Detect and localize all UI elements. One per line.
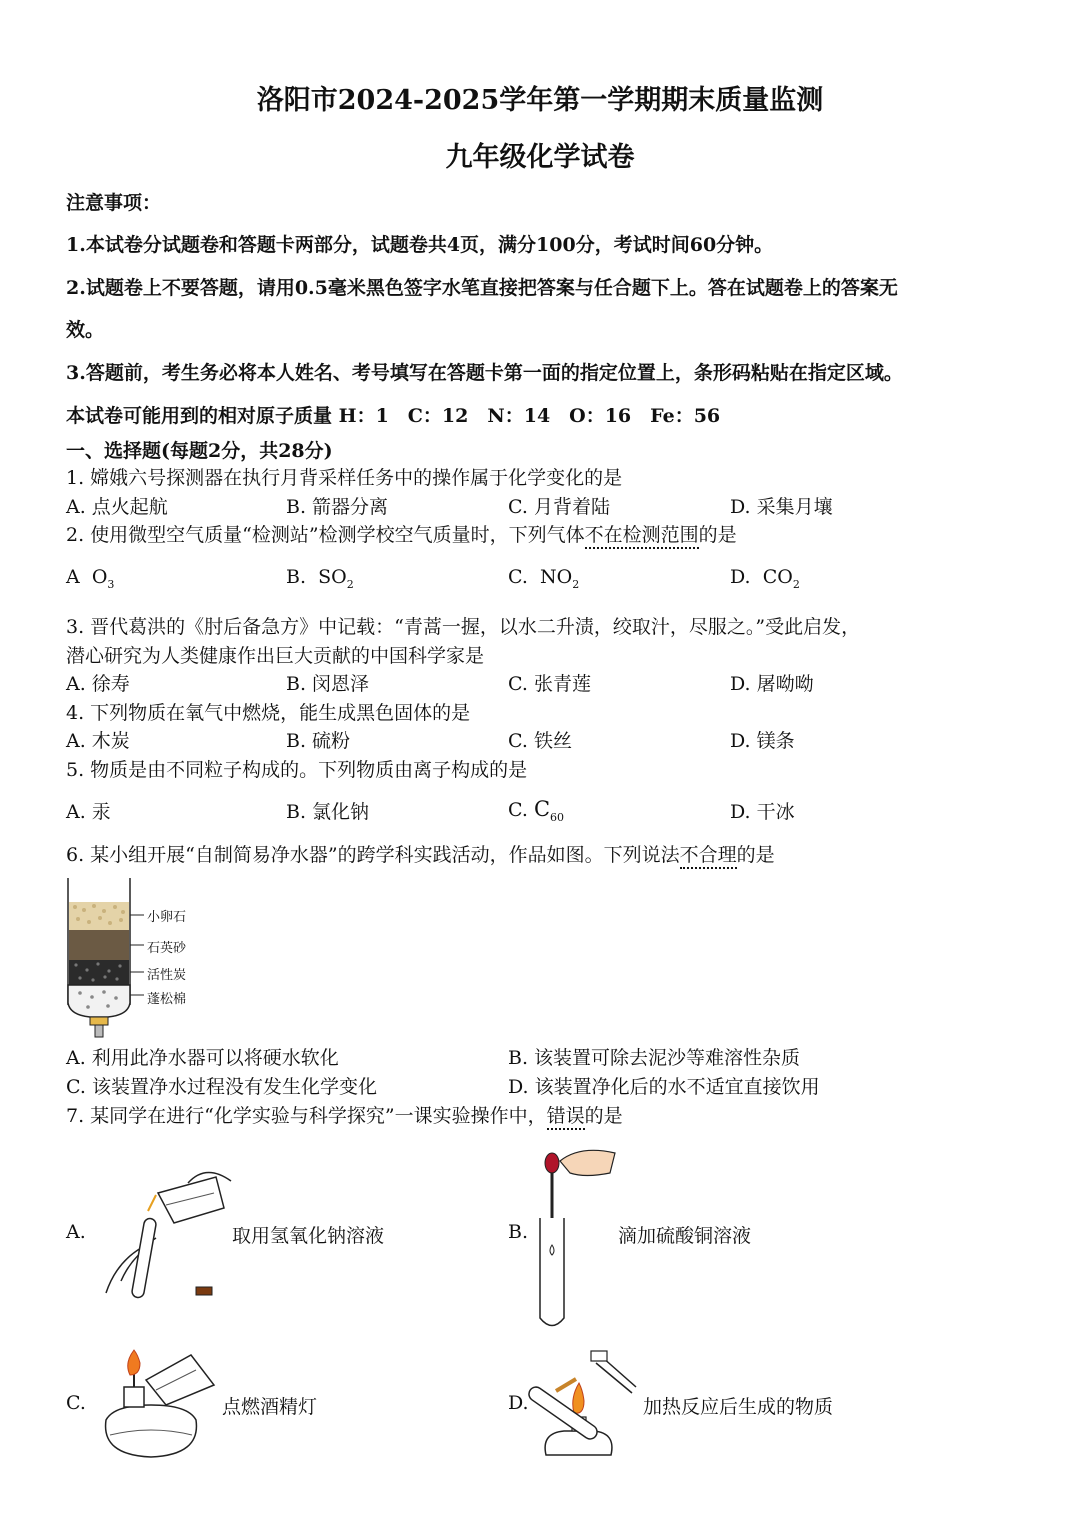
q4-option-c: C. 铁丝: [508, 730, 572, 752]
q6-stem-text: 6. 某小组开展“自制简易净水器”的跨学科实践活动，作品如图。下列说法: [66, 844, 680, 866]
notice-heading: 注意事项：: [66, 192, 162, 214]
section-heading: 一、选择题(每题2分，共28分): [66, 440, 333, 462]
water-filter-figure: [60, 875, 220, 1040]
q7-option-a-label: A.: [66, 1221, 86, 1243]
q1-option-d: D. 采集月壤: [730, 496, 833, 518]
filter-label-pebbles: 小卵石: [147, 910, 187, 925]
alcohol-lamp-lighting-illustration: [96, 1345, 221, 1465]
q3-stem-line2: 潜心研究为人类健康作出巨大贡献的中国科学家是: [66, 645, 485, 667]
q6-option-a: A. 利用此净水器可以将硬水软化: [66, 1047, 339, 1069]
notice-item-2-cont: 效。: [66, 319, 105, 341]
q7-option-b-text: 滴加硫酸铜溶液: [618, 1225, 752, 1247]
pouring-liquid-illustration: [96, 1163, 236, 1303]
q7-stem-end: 的是: [584, 1105, 623, 1127]
q5-option-d: D. 干冰: [730, 801, 795, 823]
q4-option-b: B. 硫粉: [286, 730, 351, 752]
q2-option-b: B. $SO_2$: [286, 566, 354, 591]
q3-option-d: D. 屠呦呦: [730, 673, 814, 695]
q2-option-d: D. $CO_2$: [730, 566, 800, 591]
q7-option-d-label: D.: [508, 1392, 529, 1414]
filter-label-carbon: 活性炭: [147, 968, 187, 983]
q2-option-c: C. $NO_2$: [508, 566, 580, 591]
q6-stem: [66, 840, 775, 867]
q5-stem: 5. 物质是由不同粒子构成的。下列物质由离子构成的是: [66, 759, 528, 781]
q6-option-d: D. 该装置净化后的水不适宜直接饮用: [508, 1076, 820, 1098]
notice-item-1: 1.本试卷分试题卷和答题卡两部分，试题卷共4页，满分100分，考试时间60分钟。: [66, 234, 774, 256]
q3-option-a: A. 徐寿: [66, 673, 130, 695]
q7-option-b-label: B.: [508, 1221, 529, 1243]
filter-label-cotton: 蓬松棉: [147, 992, 187, 1007]
notice-item-2: 2.试题卷上不要答题，请用0.5毫米黑色签字水笔直接把答案与任合题下上。答在试题卷上的答案无: [66, 277, 898, 299]
q3-stem-line1: 3. 晋代葛洪的《肘后备急方》中记载：“青蒿一握，以水二升渍，绞取汁，尽服之。”受此启发，: [66, 616, 861, 638]
q2-stem: [66, 520, 737, 547]
dropper-test-tube-illustration: [530, 1143, 630, 1328]
q7-option-a-text: 取用氢氧化钠溶液: [232, 1225, 385, 1247]
q7-option-c-text: 点燃酒精灯: [222, 1396, 318, 1418]
q6-option-b: B. 该装置可除去泥沙等难溶性杂质: [508, 1047, 801, 1069]
exam-title: 洛阳市2024-2025学年第一学期期末质量监测: [256, 85, 824, 116]
q7-stem: [66, 1101, 623, 1128]
q7-stem-emphasis: 错误: [547, 1105, 585, 1130]
q1-option-c: C. 月背着陆: [508, 496, 610, 518]
q5-option-b: B. 氯化钠: [286, 801, 370, 823]
q7-option-c-label: C.: [66, 1392, 86, 1414]
q2-stem-end: 的是: [698, 524, 737, 546]
q2-option-a: A $O_3$: [66, 566, 115, 591]
q6-stem-emphasis: 不合理: [680, 844, 737, 869]
q1-option-b: B. 箭器分离: [286, 496, 389, 518]
q6-option-c: C. 该装置净水过程没有发生化学变化: [66, 1076, 377, 1098]
q2-stem-emphasis: 不在检测范围: [585, 524, 699, 549]
q7-stem-text: 7. 某同学在进行“化学实验与科学探究”一课实验操作中，: [66, 1105, 547, 1127]
q5-option-c: C. $C_{60}$: [508, 797, 565, 824]
q5-option-a: A. 汞: [66, 801, 111, 823]
q4-option-d: D. 镁条: [730, 730, 795, 752]
q1-stem: 1. 嫦娥六号探测器在执行月背采样任务中的操作属于化学变化的是: [66, 467, 623, 489]
q7-option-d-text: 加热反应后生成的物质: [643, 1396, 834, 1418]
notice-item-3: 3.答题前，考生务必将本人姓名、考号填写在答题卡第一面的指定位置上，条形码粘贴在指定区域。: [66, 362, 903, 384]
q3-option-b: B. 闵恩泽: [286, 673, 370, 695]
exam-subtitle: 九年级化学试卷: [445, 142, 635, 173]
q6-stem-end: 的是: [736, 844, 775, 866]
filter-label-sand: 石英砂: [147, 941, 187, 956]
q2-stem-text: 2. 使用微型空气质量“检测站”检测学校空气质量时，下列气体: [66, 524, 585, 546]
heating-test-tube-illustration: [536, 1343, 641, 1463]
atomic-mass-line: 本试卷可能用到的相对原子质量 H：1 C：12 N：14 O：16 Fe：56: [66, 405, 721, 427]
q1-option-a: A. 点火起航: [66, 496, 168, 518]
q4-option-a: A. 木炭: [66, 730, 130, 752]
q3-option-c: C. 张青莲: [508, 673, 591, 695]
q4-stem: 4. 下列物质在氧气中燃烧，能生成黑色固体的是: [66, 702, 471, 724]
